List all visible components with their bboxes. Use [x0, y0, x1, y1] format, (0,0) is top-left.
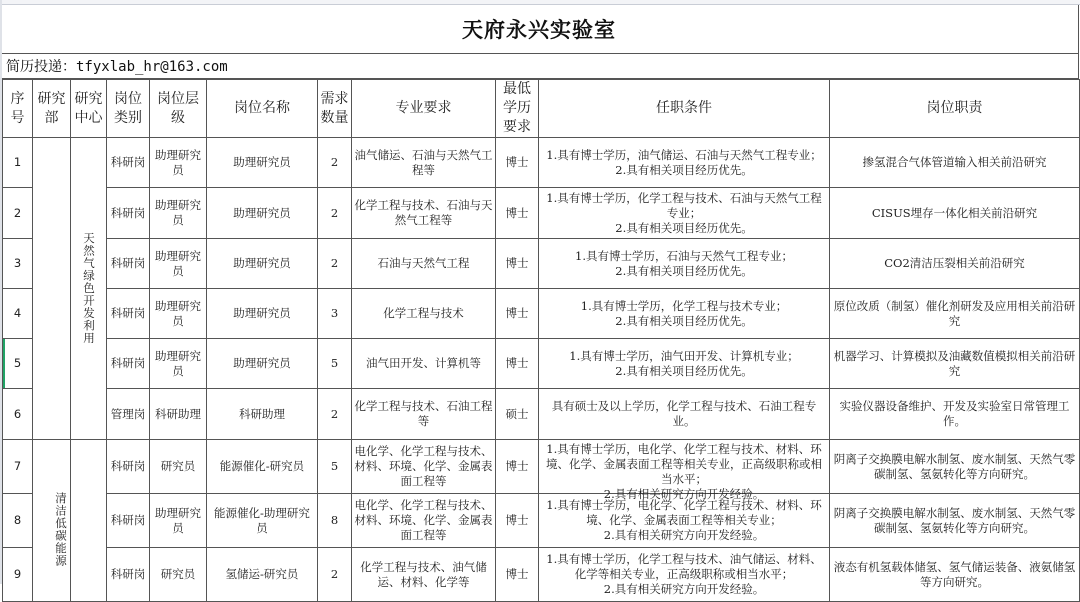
cell-name[interactable]: 助理研究员 — [207, 339, 318, 389]
cell-level[interactable]: 研究员 — [150, 548, 207, 602]
cell-edu[interactable]: 硕士 — [496, 389, 539, 440]
cell-edu[interactable]: 博士 — [496, 239, 539, 289]
cell-requirements[interactable] — [539, 494, 830, 548]
cell-dept-merged-2[interactable]: 清洁低碳能源 — [33, 440, 71, 602]
resume-email-text: 简历投递：tfyxlab_hr@163.com — [6, 59, 228, 75]
cell-duties[interactable]: CO2清洁压裂相关前沿研究 — [830, 239, 1080, 289]
cell-seq[interactable]: 7 — [3, 440, 33, 494]
requirement-line-1: 具有硕士及以上学历，化学工程与技术、石油工程专业。 — [551, 399, 817, 428]
table-row — [3, 138, 1080, 188]
cell-category[interactable]: 科研岗 — [107, 440, 150, 494]
cell-seq[interactable]: 6 — [3, 389, 33, 440]
requirement-line-1: 1.具有博士学历，化学工程与技术、油气储运、材料、化学等相关专业，正高级职称或相当水平； — [546, 552, 822, 581]
cell-name[interactable]: 能源催化-研究员 — [207, 440, 318, 494]
cell-seq[interactable]: 4 — [3, 289, 33, 339]
cell-seq[interactable]: 5 — [3, 339, 33, 389]
cell-duties[interactable]: 机器学习、计算模拟及油藏数值模拟相关前沿研究 — [830, 339, 1080, 389]
cell-category[interactable]: 科研岗 — [107, 339, 150, 389]
cell-edu[interactable]: 博士 — [496, 494, 539, 548]
header-level[interactable]: 岗位层级 — [150, 80, 207, 138]
header-seq[interactable]: 序号 — [3, 80, 33, 138]
cell-name[interactable]: 能源催化-助理研究员 — [207, 494, 318, 548]
cell-count[interactable]: 2 — [318, 138, 352, 188]
cell-category[interactable]: 科研岗 — [107, 239, 150, 289]
cell-category[interactable]: 科研岗 — [107, 138, 150, 188]
cell-edu[interactable]: 博士 — [496, 188, 539, 239]
requirement-line-2: 2.具有相关研究方向开发经验。 — [603, 528, 765, 542]
job-table — [2, 79, 1080, 602]
cell-edu[interactable]: 博士 — [496, 440, 539, 494]
cell-major[interactable]: 石油与天然气工程 — [352, 239, 496, 289]
cell-name[interactable]: 氢储运-研究员 — [207, 548, 318, 602]
header-center[interactable]: 研究中心 — [71, 80, 107, 138]
cell-dept-merged[interactable] — [33, 138, 71, 440]
table-row — [3, 188, 1080, 239]
cell-category[interactable]: 管理岗 — [107, 389, 150, 440]
cell-seq[interactable]: 8 — [3, 494, 33, 548]
cell-category[interactable]: 科研岗 — [107, 188, 150, 239]
cell-level[interactable]: 助理研究员 — [150, 339, 207, 389]
cell-seq[interactable]: 2 — [3, 188, 33, 239]
cell-seq[interactable]: 3 — [3, 239, 33, 289]
cell-level[interactable]: 助理研究员 — [150, 239, 207, 289]
cell-duties[interactable]: 阴离子交换膜电解水制氢、废水制氢、天然气零碳制氢、氢氨转化等方向研究。 — [830, 440, 1080, 494]
requirement-line-2: 2.具有相关项目经历优先。 — [615, 220, 753, 235]
cell-count[interactable]: 8 — [318, 494, 352, 548]
cell-count[interactable]: 5 — [318, 440, 352, 494]
header-dept[interactable]: 研究部 — [33, 80, 71, 138]
cell-category[interactable]: 科研岗 — [107, 548, 150, 602]
requirement-line-1: 1.具有博士学历，油气田开发、计算机专业； — [569, 348, 799, 363]
cell-major[interactable]: 油气储运、石油与天然气工程等 — [352, 138, 496, 188]
header-name[interactable]: 岗位名称 — [207, 80, 318, 138]
cell-duties[interactable]: 掺氢混合气体管道输入相关前沿研究 — [830, 138, 1080, 188]
cell-major[interactable]: 化学工程与技术、石油与天然气工程等 — [352, 188, 496, 239]
cell-requirements[interactable] — [539, 548, 830, 602]
cell-name[interactable]: 助理研究员 — [207, 239, 318, 289]
cell-category[interactable]: 科研岗 — [107, 494, 150, 548]
cell-duties[interactable]: CISUS埋存一体化相关前沿研究 — [830, 188, 1080, 239]
cell-count[interactable]: 2 — [318, 389, 352, 440]
cell-level[interactable]: 助理研究员 — [150, 289, 207, 339]
requirement-line-1: 1.具有博士学历，电化学、化学工程与技术、材料、环境、化学、金属表面工程等相关专业，正高级职称或相当水平； — [546, 442, 822, 486]
requirement-line-2: 2.具有相关项目经历优先。 — [615, 162, 753, 177]
table-row — [3, 239, 1080, 289]
table-row — [3, 494, 1080, 548]
cell-requirements[interactable] — [539, 339, 830, 389]
requirement-line-1: 1.具有博士学历，石油与天然气工程专业； — [575, 248, 793, 263]
cell-major[interactable]: 化学工程与技术、石油工程等 — [352, 389, 496, 440]
cell-name[interactable]: 助理研究员 — [207, 188, 318, 239]
requirement-line-2: 2.具有相关项目经历优先。 — [615, 263, 753, 278]
cell-count[interactable]: 5 — [318, 339, 352, 389]
cell-duties[interactable]: 实验仪器设备维护、开发及实验室日常管理工作。 — [830, 389, 1080, 440]
cell-requirements[interactable] — [539, 188, 830, 239]
header-requirements[interactable]: 任职条件 — [539, 80, 830, 138]
cell-edu[interactable]: 博士 — [496, 138, 539, 188]
cell-count[interactable]: 2 — [318, 548, 352, 602]
requirement-line-2: 2.具有相关研究方向开发经验。 — [603, 487, 765, 501]
cell-major[interactable]: 电化学、化学工程与技术、材料、环境、化学、金属表面工程等 — [352, 440, 496, 494]
cell-category[interactable]: 科研岗 — [107, 289, 150, 339]
cell-major[interactable]: 电化学、化学工程与技术、材料、环境、化学、金属表面工程等 — [352, 494, 496, 548]
cell-name[interactable]: 助理研究员 — [207, 289, 318, 339]
cell-level[interactable]: 科研助理 — [150, 389, 207, 440]
cell-edu[interactable]: 博士 — [496, 548, 539, 602]
cell-major[interactable]: 化学工程与技术 — [352, 289, 496, 339]
header-duties[interactable]: 岗位职责 — [830, 80, 1080, 138]
requirement-line-1: 1.具有博士学历，化学工程与技术专业； — [580, 298, 788, 313]
cell-level[interactable]: 助理研究员 — [150, 188, 207, 239]
cell-level[interactable]: 助理研究员 — [150, 138, 207, 188]
cell-seq[interactable]: 9 — [3, 548, 33, 602]
header-major[interactable]: 专业要求 — [352, 80, 496, 138]
cell-requirements[interactable] — [539, 239, 830, 289]
cell-major[interactable]: 化学工程与技术、油气储运、材料、化学等 — [352, 548, 496, 602]
table-row — [3, 548, 1080, 602]
requirement-line-1: 1.具有博士学历，电化学、化学工程与技术、材料、环境、化学、金属表面工程等相关专业； — [546, 498, 822, 527]
requirement-line-2: 2.具有相关项目经历优先。 — [615, 313, 753, 328]
cell-requirements[interactable] — [539, 138, 830, 188]
requirement-line-2: 2.具有相关研究方向开发经验。 — [603, 582, 765, 596]
table-row — [3, 289, 1080, 339]
table-row — [3, 440, 1080, 494]
cell-level[interactable]: 助理研究员 — [150, 494, 207, 548]
cell-count[interactable]: 2 — [318, 188, 352, 239]
cell-edu[interactable]: 博士 — [496, 289, 539, 339]
cell-duties[interactable]: 原位改质（制氢）催化剂研发及应用相关前沿研究 — [830, 289, 1080, 339]
email-cell[interactable] — [2, 54, 1079, 79]
cell-duties[interactable]: 阴离子交换膜电解水制氢、废水制氢、天然气零碳制氢、氢氨转化等方向研究。 — [830, 494, 1080, 548]
header-count[interactable]: 需求数量 — [318, 80, 352, 138]
cell-level[interactable]: 研究员 — [150, 440, 207, 494]
requirement-line-1: 1.具有博士学历，化学工程与技术、石油与天然气工程专业； — [546, 190, 822, 220]
cell-edu[interactable]: 博士 — [496, 339, 539, 389]
cell-requirements[interactable] — [539, 389, 830, 440]
cell-requirements[interactable] — [539, 440, 830, 501]
requirement-line-1: 1.具有博士学历，油气储运、石油与天然气工程专业； — [546, 147, 822, 162]
cell-major[interactable]: 油气田开发、计算机等 — [352, 339, 496, 389]
cell-requirements[interactable] — [539, 289, 830, 339]
cell-center-merged[interactable]: 天然气绿色开发利用 — [71, 138, 107, 440]
header-edu[interactable]: 最低学历要求 — [496, 80, 539, 138]
cell-count[interactable]: 3 — [318, 289, 352, 339]
cell-center-merged-2[interactable] — [71, 440, 107, 602]
table-row — [3, 339, 1080, 389]
sheet-title: 天府永兴实验室 — [462, 18, 616, 42]
header-row — [3, 80, 1080, 138]
cell-name[interactable]: 助理研究员 — [207, 138, 318, 188]
cell-seq[interactable]: 1 — [3, 138, 33, 188]
requirement-line-2: 2.具有相关项目经历优先。 — [615, 363, 753, 378]
cell-name[interactable]: 科研助理 — [207, 389, 318, 440]
table-row — [3, 389, 1080, 440]
cell-count[interactable]: 2 — [318, 239, 352, 289]
cell-duties[interactable]: 液态有机氢载体储氢、氢气储运装备、液氨储氢等方向研究。 — [830, 548, 1080, 602]
sheet-title-cell[interactable] — [2, 5, 1079, 54]
header-category[interactable]: 岗位类别 — [107, 80, 150, 138]
